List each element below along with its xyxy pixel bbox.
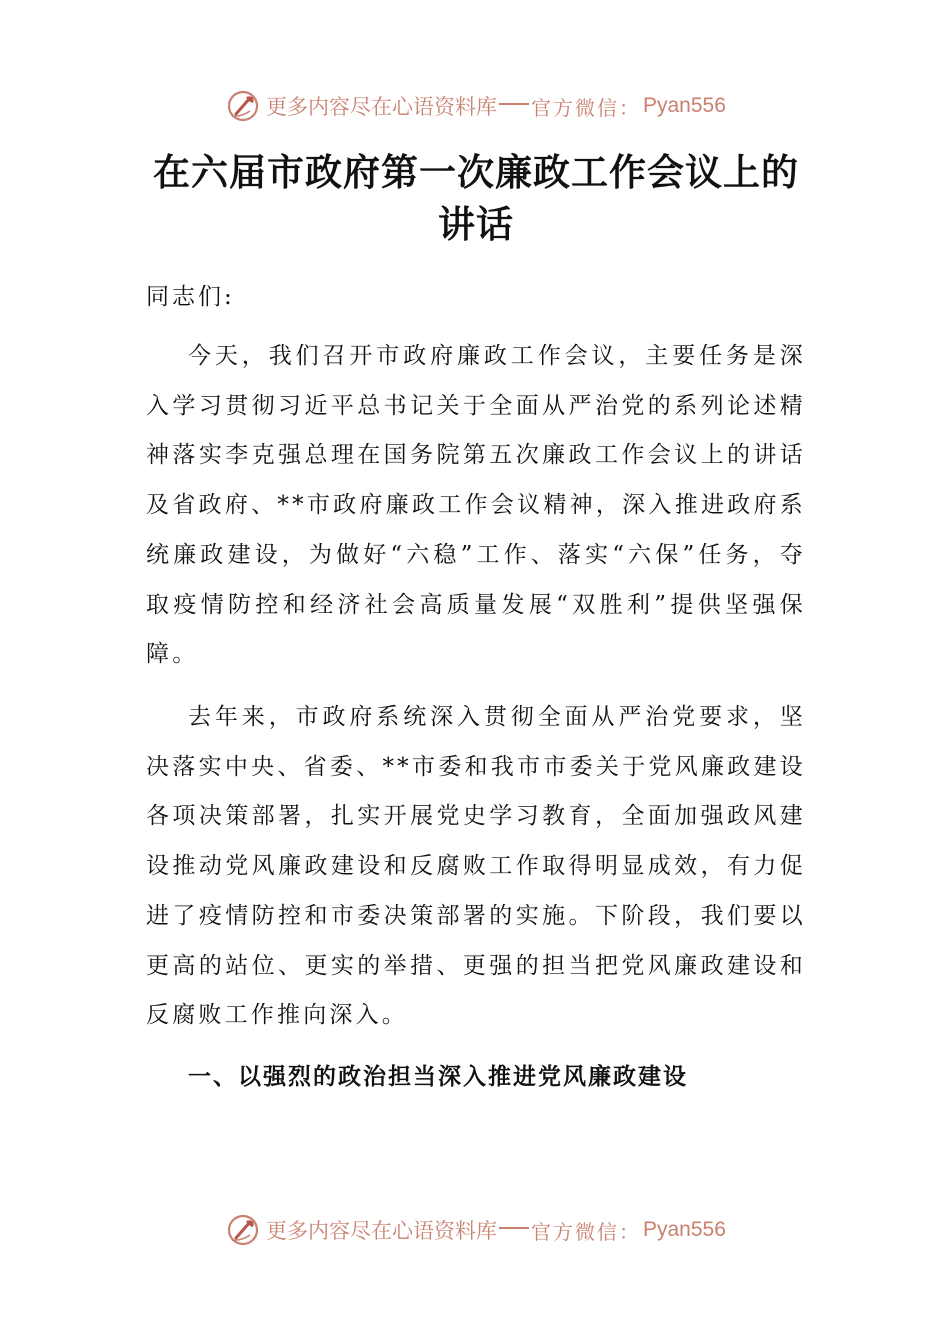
watermark-handle: Pyan556	[643, 1218, 726, 1241]
paragraph-1: 今天，我们召开市政府廉政工作会议，主要任务是深入学习贯彻习近平总书记关于全面从严治党的系列论述精神落实李克强总理在国务院第五次廉政工作会议上的讲话及省政府、**市政府廉政工作会议精神，深入推进政府系统廉政建设，为做好“六稳”工作、落实“六保”任务，夺取疫情防控和经济社会高质量发展“双胜利”提供坚强保障。	[146, 343, 806, 668]
watermark-separator	[499, 1227, 529, 1229]
salutation: 同志们:	[146, 284, 235, 310]
watermark-wechat-label: 官方微信：	[531, 1219, 641, 1244]
watermark-handle: Pyan556	[643, 94, 726, 117]
quill-pen-logo-icon	[226, 89, 260, 123]
quill-pen-logo-icon	[226, 1213, 260, 1247]
watermark-brand: 更多内容尽在心语资料库	[266, 95, 497, 119]
watermark-wechat-label: 官方微信：	[531, 95, 641, 120]
watermark-separator	[499, 103, 529, 105]
watermark-banner-bottom	[226, 1210, 746, 1250]
section-heading: 一、以强烈的政治担当深入推进党风廉政建设	[188, 1063, 688, 1090]
document-title: 在六届市政府第一次廉政工作会议上的讲话	[153, 150, 799, 246]
watermark-banner-top	[226, 86, 746, 126]
paragraph-2: 去年来，市政府系统深入贯彻全面从严治党要求，坚决落实中央、省委、**市委和我市市委关于党风廉政建设各项决策部署，扎实开展党史学习教育，全面加强政风建设推动党风廉政建设和反腐败工作取得明显成效，有力促进了疫情防控和市委决策部署的实施。下阶段，我们要以更高的站位、更实的举措、更强的担当把党风廉政建设和反腐败工作推向深入。	[146, 704, 806, 1029]
watermark-brand: 更多内容尽在心语资料库	[266, 1219, 497, 1243]
